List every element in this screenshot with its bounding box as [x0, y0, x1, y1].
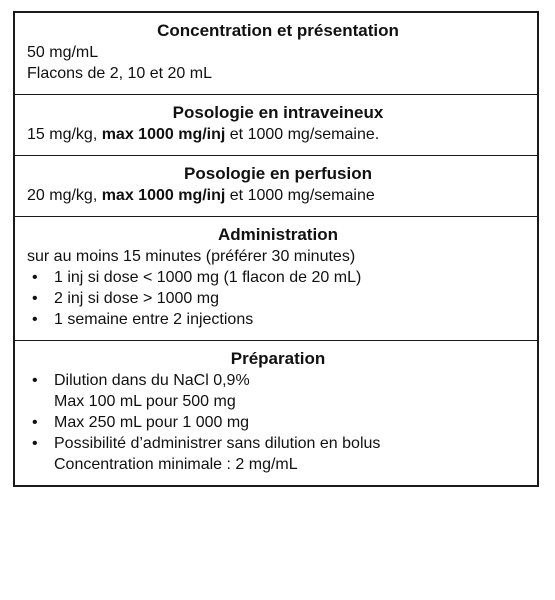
iv-dosage-text [27, 124, 529, 145]
section-administration [15, 217, 537, 341]
dosage-text: 20 mg/kg, [27, 187, 102, 204]
section-title: Posologie en perfusion [184, 164, 372, 183]
list-item [27, 412, 529, 433]
list-item: • 1 semaine entre 2 injections [27, 309, 529, 330]
section-title: Posologie en intraveineux [172, 103, 384, 122]
infusion-dosage-text [27, 185, 529, 206]
list-item-line: Concentration minimale : 2 mg/mL [54, 456, 298, 473]
list-item-line: • Max 250 mL pour 1 000 mg [54, 414, 250, 431]
administration-intro: sur au moins 15 minutes (préférer 30 minutes) [27, 248, 356, 265]
list-item-line: • Dilution dans du NaCl 0,9% [54, 372, 250, 389]
section-title: Concentration et présentation [157, 21, 399, 40]
list-item: • 1 inj si dose < 1000 mg (1 flacon de 20 mL) [27, 267, 529, 288]
dosage-text: et 1000 mg/semaine. [225, 126, 380, 143]
preparation-list [27, 370, 529, 475]
section-iv-dosage [15, 95, 537, 156]
section-preparation [15, 341, 537, 485]
list-item [27, 370, 529, 412]
concentration-value: 50 mg/mL [27, 44, 99, 61]
list-item [27, 433, 529, 475]
section-title: Administration [218, 225, 338, 244]
list-item-line: Max 100 mL pour 500 mg [54, 393, 236, 410]
vial-sizes: Flacons de 2, 10 et 20 mL [27, 65, 212, 82]
section-concentration [15, 13, 537, 95]
list-item-line: • Possibilité d’administrer sans dilution en bolus [54, 435, 381, 452]
dosage-text: et 1000 mg/semaine [225, 187, 375, 204]
section-title: Préparation [230, 349, 326, 368]
dosage-info-card [13, 11, 539, 487]
section-infusion-dosage [15, 156, 537, 217]
dosage-max-emphasis: max 1000 mg/inj [101, 126, 226, 143]
dosage-max-emphasis: max 1000 mg/inj [101, 187, 226, 204]
list-item: • 2 inj si dose > 1000 mg [27, 288, 529, 309]
dosage-text: 15 mg/kg, [27, 126, 102, 143]
administration-list [27, 267, 529, 330]
